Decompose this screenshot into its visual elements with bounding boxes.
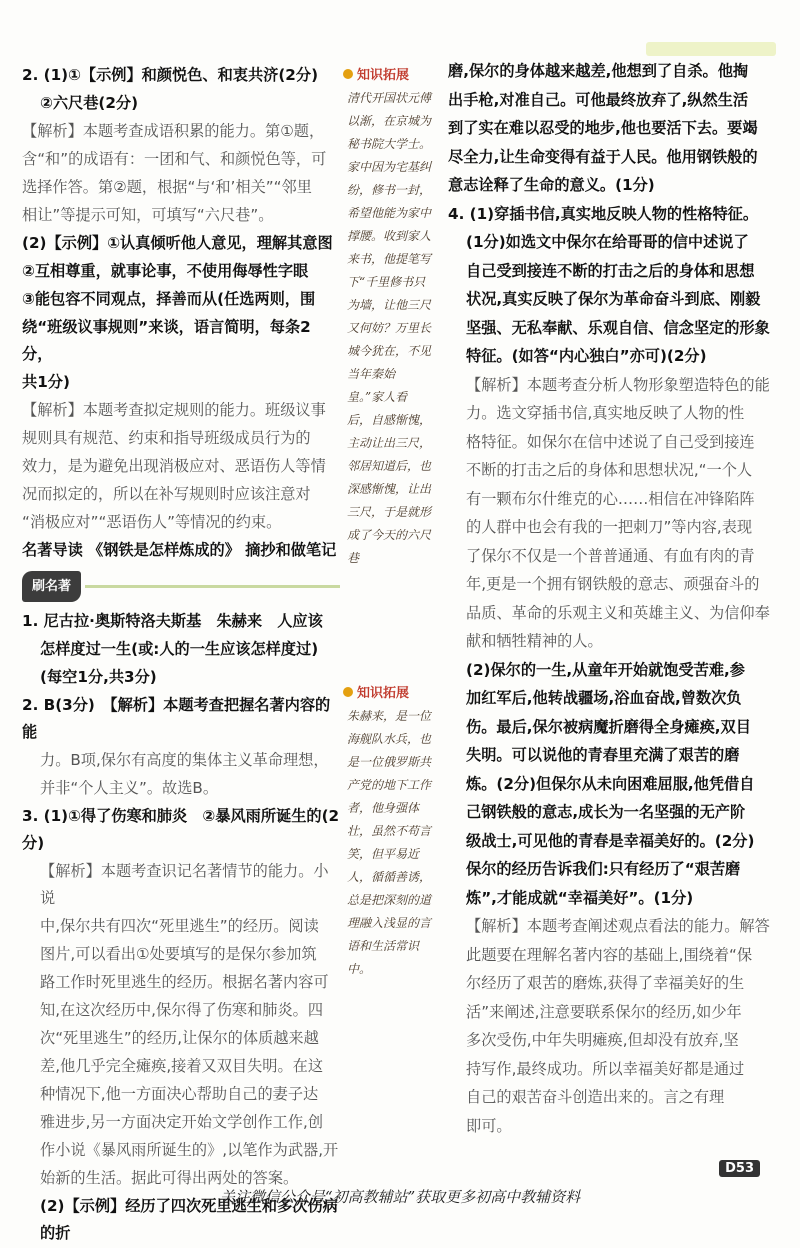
text-line: 名著导读 《钢铁是怎样炼成的》 摘抄和做笔记 <box>22 541 337 559</box>
section-header <box>22 565 340 608</box>
text-line: 【解析】本题考查阐述观点看法的能力。解答 <box>466 917 770 935</box>
header-decoration <box>646 42 776 56</box>
knowledge-header <box>343 64 431 83</box>
text-line: (2)【示例】经历了四次死里逃生和多次伤病的折 <box>40 1197 338 1242</box>
text-line: ③能包容不同观点，择善而从(任选两则，围 <box>22 290 316 308</box>
left-answers <box>22 62 340 564</box>
text-line: (每空1分,共3分) <box>40 668 157 686</box>
text-line: 炼”,才能成就“幸福美好”。(1分) <box>466 888 694 907</box>
text-line: 加红军后,他转战疆场,浴血奋战,曾数次负 <box>466 689 742 707</box>
text-line: “消极应对”“恶语伤人”等情况的约束。 <box>22 513 282 531</box>
text-line: 4. (1)穿插书信,真实地反映人物的性格特征。 <box>448 204 759 223</box>
right-column <box>448 58 784 1141</box>
text-line: 的人群中也会有我的一把刺刀”等内容,表现 <box>466 518 753 536</box>
text-line: 活”来阐述,注意要联系保尔的经历,如少年 <box>466 1002 742 1021</box>
text-line: 效力，是为避免出现消极应对、恶语伤人等情 <box>22 457 326 475</box>
text-line: 相让”等提示可知，可填写“六尺巷”。 <box>22 206 274 224</box>
brush-label: 刷名著 <box>22 571 81 602</box>
text-line: 炼。(2分)但保尔从未向困难屈服,他凭借自 <box>466 774 755 793</box>
text-line: 1. 尼古拉·奥斯特洛夫斯基 朱赫来 人应该 <box>22 612 323 630</box>
knowledge-text: 朱赫来，是一位海舰队水兵，也是一位俄罗斯共产党的地下工作者，他身强体壮，虽然不苟言笑，但平易近人，循循善诱，总是把深刻的道理融入浅显的言语和生活常识中。 <box>347 709 432 976</box>
text-line: 了保尔不仅是一个普普通通、有血有肉的青 <box>466 546 755 565</box>
text-line: 图片,可以看出①处要填写的是保尔参加筑 <box>40 945 317 963</box>
text-line: 品质、革命的乐观主义和英雄主义、为信仰奉 <box>466 603 770 622</box>
text-line: 保尔的经历告诉我们:只有经历了“艰苦磨 <box>466 860 741 878</box>
page-number: D53 <box>719 1160 760 1177</box>
text-line: 特征。(如答“内心独白”亦可)(2分) <box>466 347 707 365</box>
text-line: 次“死里逃生”的经历,让保尔的体质越来越 <box>40 1029 319 1047</box>
text-line: 选择作答。第②题，根据“与‘和’相关”“邻里 <box>22 178 312 196</box>
text-line: 绕“班级议事规则”来谈，语言简明，每条2分， <box>22 318 311 363</box>
text-line: 尽全力,让生命变得有益于人民。他用钢铁般的 <box>448 147 758 166</box>
knowledge-title: 知识拓展 <box>357 686 410 701</box>
text-line: 尔经历了艰苦的磨炼,获得了幸福美好的生 <box>466 974 745 992</box>
text-line: 并非“个人主义”。故选B。 <box>40 779 219 797</box>
text-line: 即可。 <box>466 1116 512 1135</box>
text-line: 自己的艰苦奋斗创造出来的。言之有理 <box>466 1088 725 1106</box>
text-line: 【解析】本题考查成语积累的能力。第①题， <box>22 122 325 140</box>
text-line: ②六尺巷(2分) <box>40 94 139 112</box>
text-line: 坚强、无私奉献、乐观自信、信念坚定的形象 <box>466 318 770 337</box>
text-line: 始新的生活。据此可得出两处的答案。 <box>40 1169 299 1187</box>
text-line: 失明。可以说他的青春里充满了艰苦的磨 <box>466 746 740 764</box>
text-line: 雅进步,另一方面决定开始文学创作工作,创 <box>40 1113 324 1131</box>
text-line: 格特征。如保尔在信中述说了自己受到接连 <box>466 432 755 451</box>
text-line: (2)【示例】①认真倾听他人意见，理解其意图 <box>22 234 333 252</box>
text-line: (1分)如选文中保尔在给哥哥的信中述说了 <box>466 233 749 251</box>
text-line: 献和牺牲精神的人。 <box>466 632 603 650</box>
text-line: 己钢铁般的意志,成长为一名坚强的无产阶 <box>466 803 746 821</box>
knowledge-box-1 <box>343 64 431 570</box>
text-line: 有一颗布尔什维克的心……相信在冲锋陷阵 <box>466 489 755 508</box>
text-line: 知,在这次经历中,保尔得了伤寒和肺炎。四 <box>40 1001 324 1019</box>
text-line: ②互相尊重，就事论事，不使用侮辱性字眼 <box>22 262 309 280</box>
text-line: 规则具有规范、约束和指导班级成员行为的 <box>22 429 311 447</box>
text-line: 力。B项,保尔有高度的集体主义革命理想， <box>40 751 329 769</box>
text-line: 出手枪,对准自己。可他最终放弃了,纵然生活 <box>448 90 749 109</box>
text-line: 【解析】本题考查拟定规则的能力。班级议事 <box>22 401 326 419</box>
text-line: 不断的打击之后的身体和思想状况,“一个人 <box>466 461 753 479</box>
text-line: 共1分) <box>22 373 70 391</box>
text-line: 力。选文穿插书信,真实地反映了人物的性 <box>466 404 745 422</box>
bulb-icon <box>343 69 353 79</box>
left-column <box>22 62 340 1248</box>
text-line: 中,保尔共有四次“死里逃生”的经历。阅读 <box>40 917 319 935</box>
text-line: 到了实在难以忍受的地步,他也要活下去。要竭 <box>448 119 758 137</box>
bulb-icon <box>343 687 353 697</box>
text-line: 2. (1)①【示例】和颜悦色、和衷共济(2分) <box>22 66 319 84</box>
knowledge-header <box>343 682 431 701</box>
knowledge-box-2 <box>343 682 431 981</box>
text-line: 3. (1)①得了伤寒和肺炎 ②暴风雨所诞生的(2分) <box>22 807 340 852</box>
text-line: 况而拟定的，所以在补写规则时应该注意对 <box>22 485 311 503</box>
text-line: 此题要在理解名著内容的基础上,围绕着“保 <box>466 945 753 964</box>
section-divider <box>85 585 340 588</box>
text-line: 年,更是一个拥有钢铁般的意志、顽强奋斗的 <box>466 575 760 593</box>
left-answers-2 <box>22 608 340 1247</box>
text-line: 【解析】本题考查分析人物形象塑造特色的能 <box>466 375 770 394</box>
text-line: 自己受到接连不断的打击之后的身体和思想 <box>466 261 755 280</box>
text-line: 多次受伤,中年失明瘫痪,但却没有放弃,坚 <box>466 1031 739 1049</box>
footer-note: 关注微信公众号“初高教辅站”获取更多初高中教辅资料 <box>219 1188 581 1206</box>
knowledge-text: 清代开国状元傅以渐，在京城为秘书院大学士。家中因为宅基纠纷，修书一封，希望他能为家中撑腰。收到家人来书，他提笔写下“千里修书只为墙，让他三尺又何妨？万里长城今犹在，不见当年秦始皇。”家人看后，自感惭愧，主动让出三尺，邻居知道后，也深感惭愧，让出三尺，于是就形成了今天的六尺巷 <box>347 91 432 565</box>
text-line: 伤。最后,保尔被病魔折磨得全身瘫痪,双目 <box>466 717 751 736</box>
text-line: 怎样度过一生(或:人的一生应该怎样度过) <box>40 640 319 658</box>
text-line: 含“和”的成语有：一团和气、和颜悦色等，可 <box>22 150 327 168</box>
text-line: 路工作时死里逃生的经历。根据名著内容可 <box>40 973 329 991</box>
text-line: 种情况下,他一方面决心帮助自己的妻子达 <box>40 1085 319 1103</box>
text-line: 级战士,可见他的青春是幸福美好的。(2分) <box>466 831 755 850</box>
text-line: 状况,真实反映了保尔为革命奋斗到底、刚毅 <box>466 290 761 308</box>
text-line: (2)保尔的一生,从童年开始就饱受苦难,参 <box>466 660 745 679</box>
text-line: 2. B(3分) 【解析】本题考查把握名著内容的能 <box>22 696 331 741</box>
text-line: 作小说《暴风雨所诞生的》,以笔作为武器,开 <box>40 1141 339 1159</box>
knowledge-title: 知识拓展 <box>357 68 410 83</box>
text-line: 【解析】本题考查识记名著情节的能力。小说 <box>40 862 329 907</box>
text-line: 差,他几乎完全瘫痪,接着又双目失明。在这 <box>40 1057 324 1075</box>
text-line: 持写作,最终成功。所以幸福美好都是通过 <box>466 1059 745 1078</box>
text-line: 意志诠释了生命的意义。(1分) <box>448 176 655 194</box>
text-line: 磨,保尔的身体越来越差,他想到了自杀。他掏 <box>448 62 749 80</box>
